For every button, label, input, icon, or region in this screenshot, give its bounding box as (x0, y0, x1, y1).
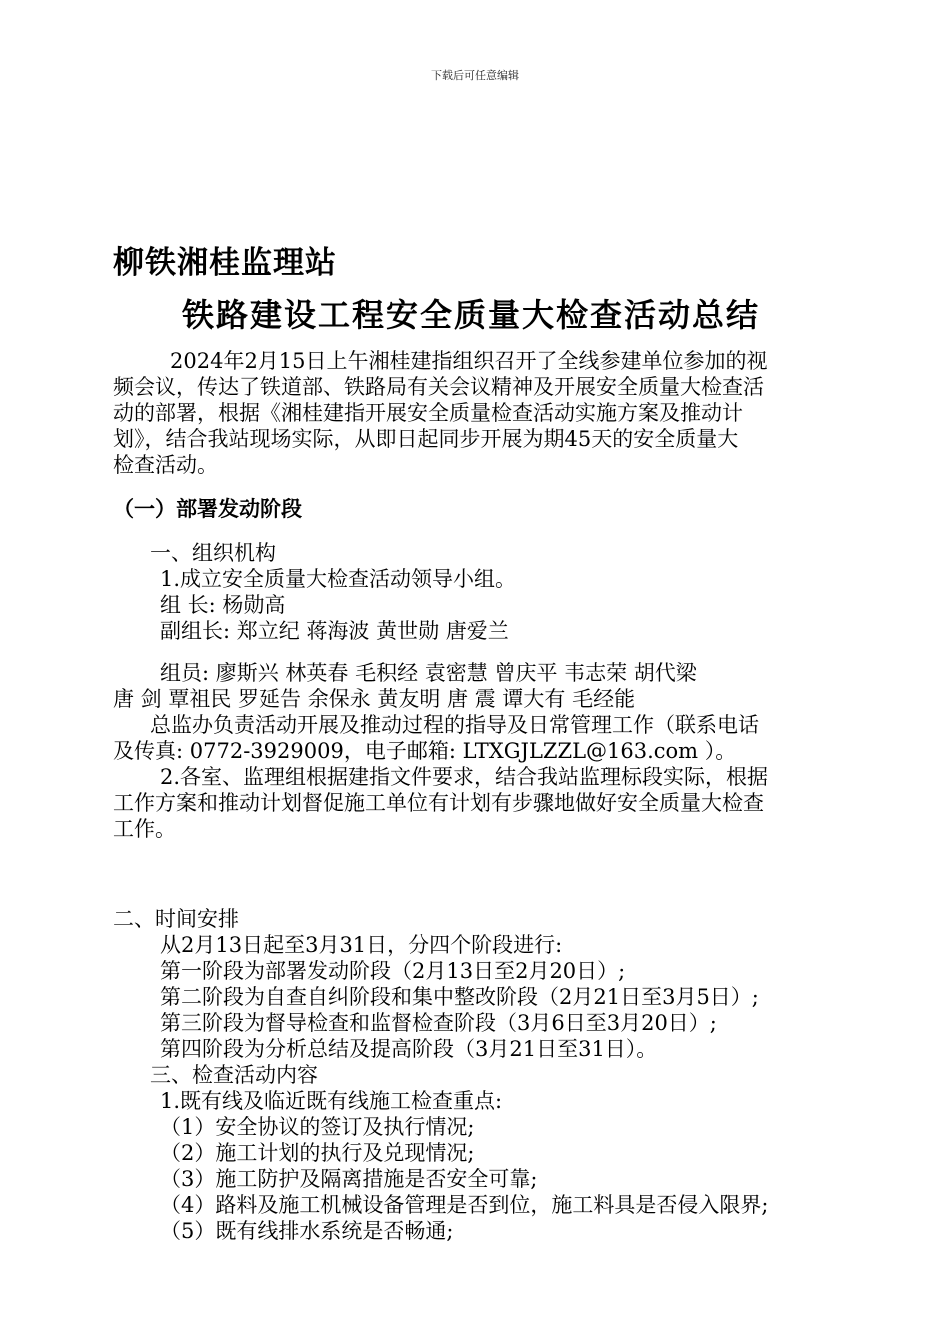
document-title: 铁路建设工程安全质量大检查活动总结 (182, 296, 761, 334)
check-point: （5）既有线排水系统是否畅通; (160, 1219, 454, 1243)
members-line: 唐 剑 覃祖民 罗延告 余保永 黄友明 唐 震 谭大有 毛经能 (113, 687, 636, 711)
schedule-line: 第三阶段为督导检查和监督检查阶段（3月6日至3月20日）; (160, 1011, 717, 1035)
intro-line: 动的部署，根据《湘桂建指开展安全质量检查活动实施方案及推动计 (113, 401, 743, 425)
subsection-heading: 三、检查活动内容 (150, 1063, 318, 1087)
list-item: 工作。 (113, 817, 176, 841)
schedule-line: 从2月13日起至3月31日，分四个阶段进行: (160, 933, 563, 957)
check-point: （2）施工计划的执行及兑现情况; (160, 1141, 475, 1165)
list-item: 工作方案和推动计划督促施工单位有计划有步骤地做好安全质量大检查 (113, 791, 764, 815)
intro-line: 检查活动。 (113, 453, 218, 477)
office-line: 总监办负责活动开展及推动过程的指导及日常管理工作（联系电话 (150, 713, 759, 737)
intro-line: 频会议，传达了铁道部、铁路局有关会议精神及开展安全质量大检查活 (113, 375, 764, 399)
section-heading: （一）部署发动阶段 (113, 497, 302, 521)
check-point: （4）路料及施工机械设备管理是否到位，施工料具是否侵入限界; (160, 1193, 769, 1217)
schedule-line: 第四阶段为分析总结及提高阶段（3月21日至31日）。 (160, 1037, 658, 1061)
organization-title: 柳铁湘桂监理站 (113, 245, 337, 281)
deputy-line: 副组长: 郑立纪 蒋海波 黄世勋 唐爱兰 (160, 619, 509, 643)
subsection-heading: 一、组织机构 (150, 541, 276, 565)
schedule-line: 第二阶段为自查自纠阶段和集中整改阶段（2月21日至3月5日）; (160, 985, 759, 1009)
intro-line: 2024年2月15日上午湘桂建指组织召开了全线参建单位参加的视 (170, 349, 768, 373)
check-point: （3）施工防护及隔离措施是否安全可靠; (160, 1167, 538, 1191)
check-point: （1）安全协议的签订及执行情况; (160, 1115, 475, 1139)
subsection-heading: 二、时间安排 (113, 907, 239, 931)
schedule-line: 第一阶段为部署发动阶段（2月13日至2月20日）; (160, 959, 626, 983)
list-item: 2.各室、监理组根据建指文件要求，结合我站监理标段实际，根据 (160, 765, 769, 789)
members-line: 组员: 廖斯兴 林英春 毛积经 袁密慧 曾庆平 韦志荣 胡代梁 (160, 661, 697, 685)
leader-line: 组 长: 杨勋高 (160, 593, 286, 617)
intro-line: 划》，结合我站现场实际，从即日起同步开展为期45天的安全质量大 (113, 427, 739, 451)
list-item: 1.既有线及临近既有线施工检查重点: (160, 1089, 503, 1113)
page-header-note: 下载后可任意编辑 (431, 69, 519, 82)
office-line: 及传真: 0772-3929009，电子邮箱: LTXGJLZZL@163.com ）。 (113, 739, 737, 763)
list-item: 1.成立安全质量大检查活动领导小组。 (160, 567, 517, 591)
